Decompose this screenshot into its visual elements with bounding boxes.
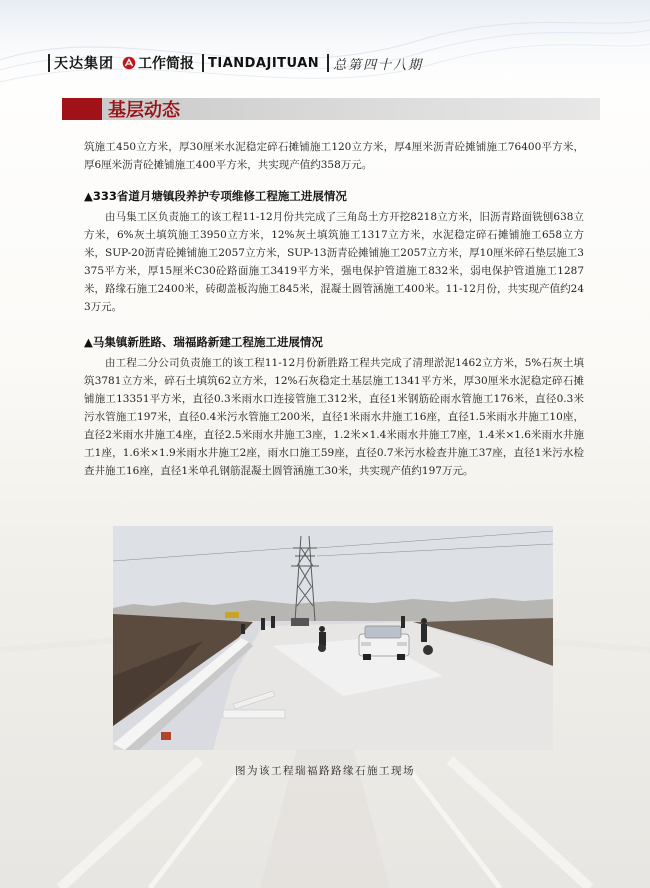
photo-caption: 图为该工程瑞福路路缘石施工现场 xyxy=(235,765,415,777)
header-divider xyxy=(202,54,204,72)
construction-site-photo xyxy=(113,526,553,750)
intro-paragraph: 筑施工450立方米，厚30厘米水泥稳定碎石摊铺施工120立方米，厚4厘米沥青砼摊铺施工76400平方米，厚6厘米沥青砼摊铺施工400平方米，共实现产值约358万元。 xyxy=(84,141,584,171)
section-title: 基层动态 xyxy=(108,100,180,121)
issue-number: 总第四十八期 xyxy=(333,57,424,73)
latin-name: TIANDAJITUAN xyxy=(208,55,320,71)
header-divider xyxy=(327,54,329,72)
company-logo-icon xyxy=(122,56,136,70)
brief-name: 工作简报 xyxy=(138,56,194,72)
article-body: 由马集工区负责施工的该工程11-12月份共完成了三角岛土方开挖8218立方米，旧沥青路面铣刨638立方米，6%灰土填筑施工3950立方米，12%灰土填筑施工1317立方米，水泥稳定碎石摊铺施工658立方米，SUP-20沥青砼摊铺施工2057立方米，SUP-13沥青砼摊铺施工2057立方米，厚10厘米碎石垫层施工3375平方米，厚15厘米C30砼路面施工3419平方米，强电保护管道施工832米，弱电保护管道施工1287米，路缘石施工2400米，砖砌盖板沟施工845米，混凝土圆管涵施工400米。11-12月份，共实现产值约243万元。 xyxy=(84,211,584,313)
group-name: 天达集团 xyxy=(54,56,114,72)
section-accent-block xyxy=(62,98,102,120)
article-heading: ▲333省道月塘镇段养护专项维修工程施工进展情况 xyxy=(84,189,347,203)
header-divider xyxy=(48,54,50,72)
article-heading: ▲马集镇新胜路、瑞福路新建工程施工进展情况 xyxy=(84,335,323,349)
page-header xyxy=(48,52,423,74)
article-body: 由工程二分公司负责施工的该工程11-12月份新胜路工程共完成了清理淤泥1462立方米，5%石灰土填筑3781立方米，碎石土填筑62立方米，12%石灰稳定土基层施工1341平方米，厚30厘米水泥稳定碎石摊铺施工13351平方米，直径0.3米雨水口连接管施工312米，直径1米钢筋砼雨水管施工176米，直径0.3米污水管施工197米，直径0.4米污水管施工200米，直径1米雨水井施工16座，直径1.5米雨水井施工10座，直径2米雨水井施工4座，直径2.5米雨水井施工3座，1.2米×1.4米雨水井施工7座，1.4米×1.6米雨水井施工1座，1.6米×1.9米雨水井施工2座，雨水口施工59座，直径0.7米污水检查井施工37座，直径1米污水检查井施工16座，直径1米单孔钢筋混凝土圆管涵施工30米，共实现产值约197万元。 xyxy=(84,357,584,477)
